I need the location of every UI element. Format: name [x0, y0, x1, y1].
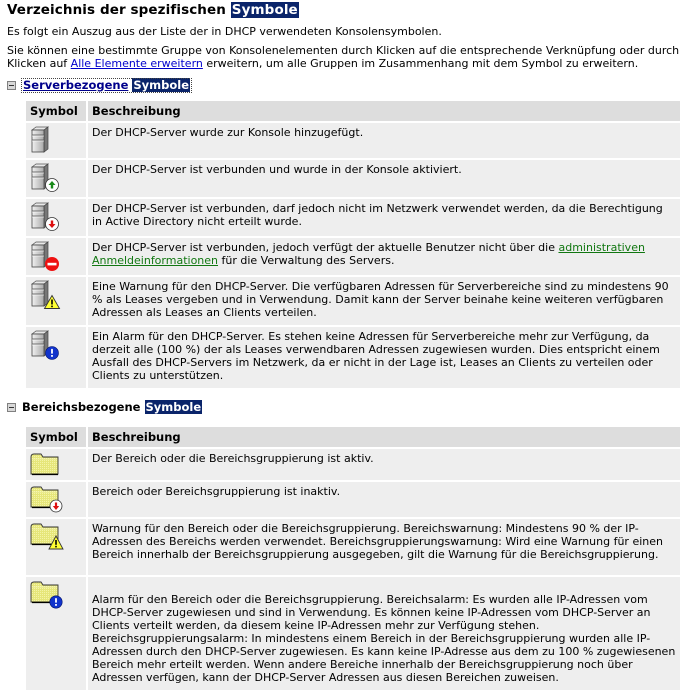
table-row — [26, 327, 680, 388]
section-title-text: Bereichsbezogene — [22, 399, 141, 414]
symbol-cell — [26, 482, 86, 517]
table-row — [26, 123, 680, 158]
description-cell: Ein Alarm für den DHCP-Server. Es stehen keine Adressen für Serverbereiche mehr zur Verfügung, da derzeit alle (100 %) der als Leases verwendbaren Adressen zugewiesen wurden. Dies entspricht einem Ausfall des DHCP-Servers im Netzwerk, da er nicht in der Lage ist, Leases an Clients zu verteilen oder Clients zu unterstützen. — [88, 327, 680, 388]
description-cell: Der DHCP-Server ist verbunden, darf jedoch nicht im Netzwerk verwendet werden, da die Berechtigung in Active Directory nicht erteilt wurde. — [88, 199, 680, 236]
server-unauthorized-icon — [30, 202, 82, 232]
symbol-cell — [26, 577, 86, 690]
section-header[interactable] — [7, 398, 697, 416]
description-text: Der DHCP-Server ist verbunden, jedoch verfügt der aktuelle Benutzer nicht über die — [92, 241, 559, 254]
intro-line-1: Es folgt ein Auszug aus der Liste der in DHCP verwendeten Konsolensymbolen. — [7, 25, 442, 38]
table-row — [26, 482, 680, 517]
section-title-text: Serverbezogene — [23, 77, 129, 92]
scope-icons-table — [24, 425, 682, 692]
description-cell: Bereich oder Bereichsgruppierung ist inaktiv. — [88, 482, 680, 517]
column-header-symbol: Symbol — [26, 101, 86, 121]
description-text: für die Verwaltung des Servers. — [218, 254, 395, 267]
description-cell: Der Bereich oder die Bereichsgruppierung ist aktiv. — [88, 449, 680, 480]
search-highlight: Symbole — [133, 77, 190, 92]
intro-line-2 — [7, 44, 697, 70]
table-row — [26, 160, 680, 197]
column-header-description: Beschreibung — [88, 427, 680, 447]
server-icon — [30, 126, 82, 154]
column-header-symbol: Symbol — [26, 427, 86, 447]
symbol-cell — [26, 449, 86, 480]
description-cell — [88, 577, 680, 690]
table-row — [26, 449, 680, 480]
description-cell: Der DHCP-Server ist verbunden und wurde in der Konsole aktiviert. — [88, 160, 680, 197]
server-access-denied-icon — [30, 241, 82, 271]
table-row — [26, 577, 680, 690]
section-scope-icons — [7, 398, 697, 692]
scope-active-icon — [30, 452, 82, 476]
table-row — [26, 519, 680, 575]
symbol-cell — [26, 199, 86, 236]
intro-text: Sie können eine bestimmte Gruppe von Konsolenelementen durch Klicken auf die entsprechende Verknüpfung oder durch Klicken auf — [7, 44, 680, 70]
server-alarm-icon — [30, 330, 82, 360]
intro-text: erweitern, um alle Gruppen im Zusammenhang mit dem Symbol zu erweitern. — [202, 57, 639, 70]
description-text: Bereichsgruppierungsalarm: In mindestens einem Bereich in der Bereichsgruppierung wurden alle IP-Adressen durch den DHCP-Server zugewiesen. Es kann keine IP-Adresse aus dem zu 100 % zugewiesenen Bereich mehr erteilt werden. Wenn andere Bereiche innerhalb der Bereichsgruppierung noch über Adressen verfügen, kann der DHCP-Server Adressen aus diesen Bereichen zuweisen. — [92, 632, 676, 684]
table-header-row — [26, 427, 680, 447]
description-text: Alarm für den Bereich oder die Bereichsgruppierung. Bereichsalarm: Es wurden alle IP-Adressen vom DHCP-Server zugewiesen und sind in Verwendung. Es können keine IP-Adressen vom DHCP-Server an Clients verteilt werden, da diesem keine IP-Adressen mehr zur Verfügung stehen. — [92, 593, 651, 632]
symbol-cell — [26, 160, 86, 197]
scope-inactive-icon — [30, 485, 82, 513]
expand-all-link[interactable]: Alle Elemente erweitern — [70, 57, 203, 70]
search-highlight: Symbole — [145, 399, 202, 414]
symbol-cell — [26, 238, 86, 275]
page-title — [7, 2, 697, 19]
description-cell — [88, 238, 680, 275]
server-icons-table — [24, 99, 682, 390]
table-row — [26, 199, 680, 236]
scope-alarm-icon — [30, 580, 82, 610]
section-title[interactable] — [22, 401, 202, 414]
collapse-icon[interactable] — [7, 403, 16, 412]
table-row — [26, 277, 680, 325]
server-connected-icon — [30, 163, 82, 193]
server-warning-icon — [30, 280, 82, 310]
symbol-cell — [26, 519, 86, 575]
section-server-icons — [7, 76, 697, 390]
scope-warning-icon — [30, 522, 82, 552]
description-cell: Der DHCP-Server wurde zur Konsole hinzugefügt. — [88, 123, 680, 158]
symbol-cell — [26, 327, 86, 388]
search-highlight: Symbole — [231, 2, 298, 18]
table-row — [26, 238, 680, 275]
page-title-text: Verzeichnis der spezifischen — [7, 2, 226, 18]
glossary-link-admin-credentials[interactable]: administrativen Anmeldeinformationen — [92, 241, 645, 267]
section-header[interactable] — [7, 76, 697, 94]
description-cell: Eine Warnung für den DHCP-Server. Die verfügbaren Adressen für Serverbereiche sind zu mindestens 90 % als Leases vergeben und in Verwendung. Damit kann der Server beinahe keine weiteren verfügbaren Adressen als Leases an Clients verteilen. — [88, 277, 680, 325]
symbol-cell — [26, 123, 86, 158]
symbol-cell — [26, 277, 86, 325]
table-header-row — [26, 101, 680, 121]
collapse-icon[interactable] — [7, 81, 16, 90]
section-title-link[interactable] — [22, 79, 191, 92]
column-header-description: Beschreibung — [88, 101, 680, 121]
description-cell: Warnung für den Bereich oder die Bereichsgruppierung. Bereichswarnung: Mindestens 90 % der IP-Adressen des Bereichs werden verwendet. Bereichsgruppierungswarnung: Wird eine Warnung für einen Bereich innerhalb der Bereichsgruppierung ausgegeben, gilt die Warnung für die Bereichsgruppierung. — [88, 519, 680, 575]
